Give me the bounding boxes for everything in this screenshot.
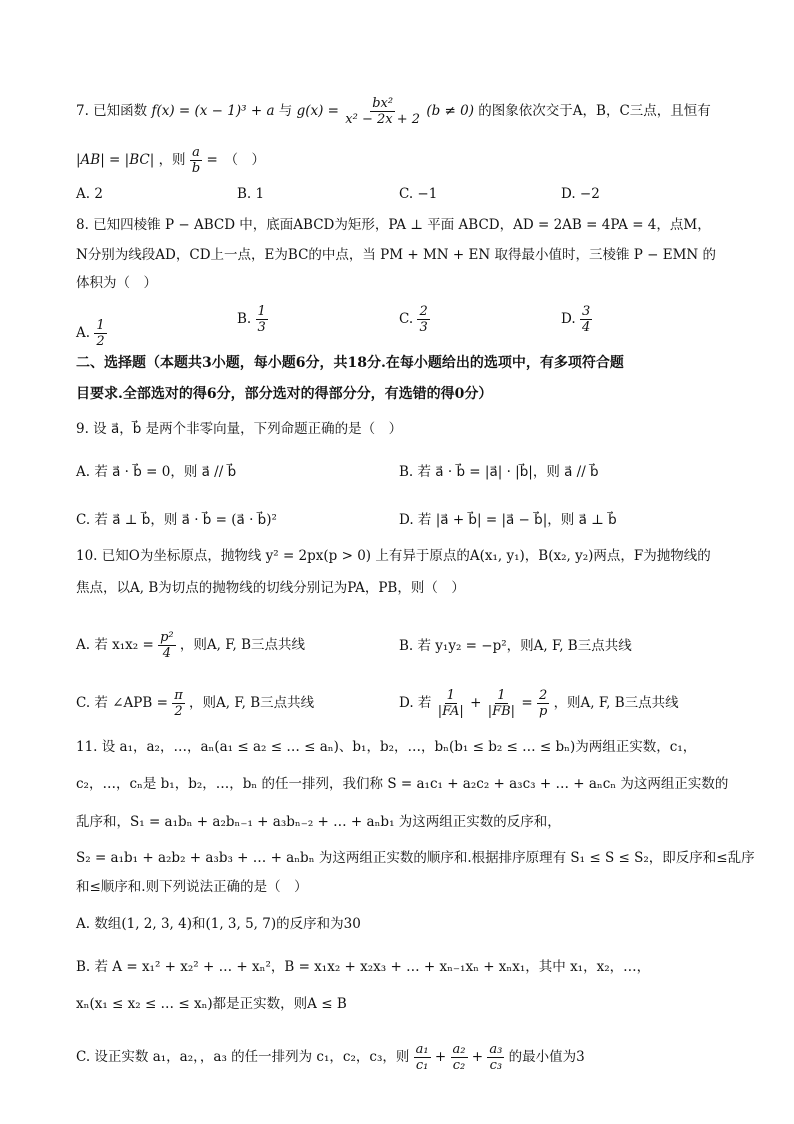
q7-text: 7. 已知函数: [76, 103, 148, 119]
q7-line1: [76, 96, 711, 127]
q11-option-c[interactable]: C. 设正实数 a₁，a₂，，a₃ 的任一排列为 c₁，c₂，c₃，则 $\frac{\text{a₁}}{\text{c₁}}$ + $\frac{\text{a₂}}{\text{c₂}}$ + $\frac{\text{a₃}}{\text{c₃}}$ 的最小值为3: [76, 1042, 585, 1073]
q11-line2: c₂，…，cₙ是 b₁，b₂，…，bₙ 的任一排列，我们称 S = a₁c₁ + a₂c₂ + a₃c₃ + … + aₙcₙ 为这两组正实数的: [76, 776, 729, 792]
q10-line2: 焦点，以A, B为切点的抛物线的切线分别记为PA，PB，则（ ）: [76, 580, 465, 596]
q10-option-a[interactable]: A. 若 x₁x₂ = $\frac{\text{p²}}{4}$ ，则A, F, B三点共线: [76, 630, 306, 661]
q7-option-c[interactable]: C. −1: [399, 186, 438, 202]
q8-option-b[interactable]: B. $\frac{1}{3}$: [237, 304, 266, 335]
q7-option-a[interactable]: A. 2: [76, 186, 103, 202]
q10-line1: 10. 已知O为坐标原点，抛物线 y² = 2px(p > 0) 上有异于原点的A(x₁, y₁)，B(x₂, y₂)两点，F为抛物线的: [76, 548, 711, 564]
q11-line5: 和≤顺序和.则下列说法正确的是（ ）: [76, 879, 308, 895]
q11-option-b-line2: xₙ(x₁ ≤ x₂ ≤ … ≤ xₙ)都是正实数，则A ≤ B: [76, 996, 347, 1012]
q11-line4: S₂ = a₁b₁ + a₂b₂ + a₃b₃ + … + aₙbₙ 为这两组正实数的顺序和.根据排序原理有 S₁ ≤ S ≤ S₂，即反序和≤乱序: [76, 850, 755, 866]
q7-line2: [76, 145, 265, 176]
q9-option-d[interactable]: D. 若 |a⃗ + b⃗| = |a⃗ − b⃗|，则 a⃗ ⊥ b⃗: [399, 512, 617, 528]
q7-option-b[interactable]: B. 1: [237, 186, 265, 202]
q7-condition: |AB| = |BC|: [76, 152, 155, 168]
q7-g-fraction: $\frac{\text{bx²}}{\text{x² − 2x + 2}}$: [345, 96, 421, 127]
q11-option-a[interactable]: A. 数组(1, 2, 3, 4)和(1, 3, 5, 7)的反序和为30: [76, 916, 361, 932]
q9-option-b[interactable]: B. 若 a⃗ · b⃗ = |a⃗| · |b⃗|，则 a⃗ // b⃗: [399, 464, 599, 480]
q8-option-c[interactable]: C. $\frac{2}{3}$: [399, 304, 428, 335]
q8-line2: N分别为线段AD，CD上一点，E为BC的中点，当 PM + MN + EN 取得最小值时，三棱锥 P − EMN 的: [76, 247, 717, 263]
q11-line1: 11. 设 a₁，a₂，…，aₙ(a₁ ≤ a₂ ≤ … ≤ aₙ)、b₁，b₂，…，bₙ(b₁ ≤ b₂ ≤ … ≤ bₙ)为两组正实数，c₁，: [76, 739, 697, 755]
section-header-line2: 目要求.全部选对的得6分，部分选对的得部分分，有选错的得0分）: [76, 386, 493, 402]
q7-f-formula: f(x) = (x − 1)³ + a: [151, 103, 275, 119]
q8-line1: 8. 已知四棱锥 P − ABCD 中，底面ABCD为矩形，PA ⊥ 平面 ABCD，AD = 2AB = 4PA = 4，点M，: [76, 217, 711, 233]
section-header-line1: 二、选择题（本题共3小题，每小题6分，共18分.在每小题给出的选项中，有多项符合题: [76, 355, 624, 371]
q7-text: ，则: [158, 152, 186, 168]
q10-option-d[interactable]: D. 若 $\frac{1}{|FA|}$ + $\frac{1}{|FB|}$ = $\frac{2}{p}$ ，则A, F, B三点共线: [399, 688, 679, 719]
q7-text: 与: [278, 103, 293, 119]
q10-option-b[interactable]: B. 若 y₁y₂ = −p²，则A, F, B三点共线: [399, 638, 632, 654]
q7-g-condition: (b ≠ 0): [426, 103, 474, 119]
q7-g-formula: g(x) =: [296, 103, 339, 119]
q7-option-d[interactable]: D. −2: [561, 186, 600, 202]
q7-ab-fraction: $\frac{a}{b}$: [191, 145, 201, 176]
q9-option-a[interactable]: A. 若 a⃗ · b⃗ = 0，则 a⃗ // b⃗: [76, 464, 237, 480]
q9-option-c[interactable]: C. 若 a⃗ ⊥ b⃗，则 a⃗ · b⃗ = (a⃗ · b⃗)²: [76, 512, 277, 528]
q11-line3: 乱序和，S₁ = a₁bₙ + a₂bₙ₋₁ + a₃bₙ₋₂ + … + aₙb₁ 为这两组正实数的反序和，: [76, 814, 561, 830]
q11-option-b-line1[interactable]: B. 若 A = x₁² + x₂² + … + xₙ²，B = x₁x₂ + x₂x₃ + … + xₙ₋₁xₙ + xₙx₁，其中 x₁，x₂，…，: [76, 959, 651, 975]
q8-option-d[interactable]: D. $\frac{3}{4}$: [561, 304, 591, 335]
q9-stem: 9. 设 a⃗，b⃗ 是两个非零向量，下列命题正确的是（ ）: [76, 421, 403, 437]
q8-option-a[interactable]: A. $\frac{1}{2}$: [76, 318, 105, 349]
q10-option-c[interactable]: C. 若 ∠APB = $\frac{\pi}{2}$ ，则A, F, B三点共线: [76, 688, 315, 719]
q7-text: 的图象依次交于A，B，C三点，且恒有: [478, 103, 711, 119]
q8-line3: 体积为（ ）: [76, 275, 157, 291]
q7-text: = （ ）: [206, 152, 266, 168]
